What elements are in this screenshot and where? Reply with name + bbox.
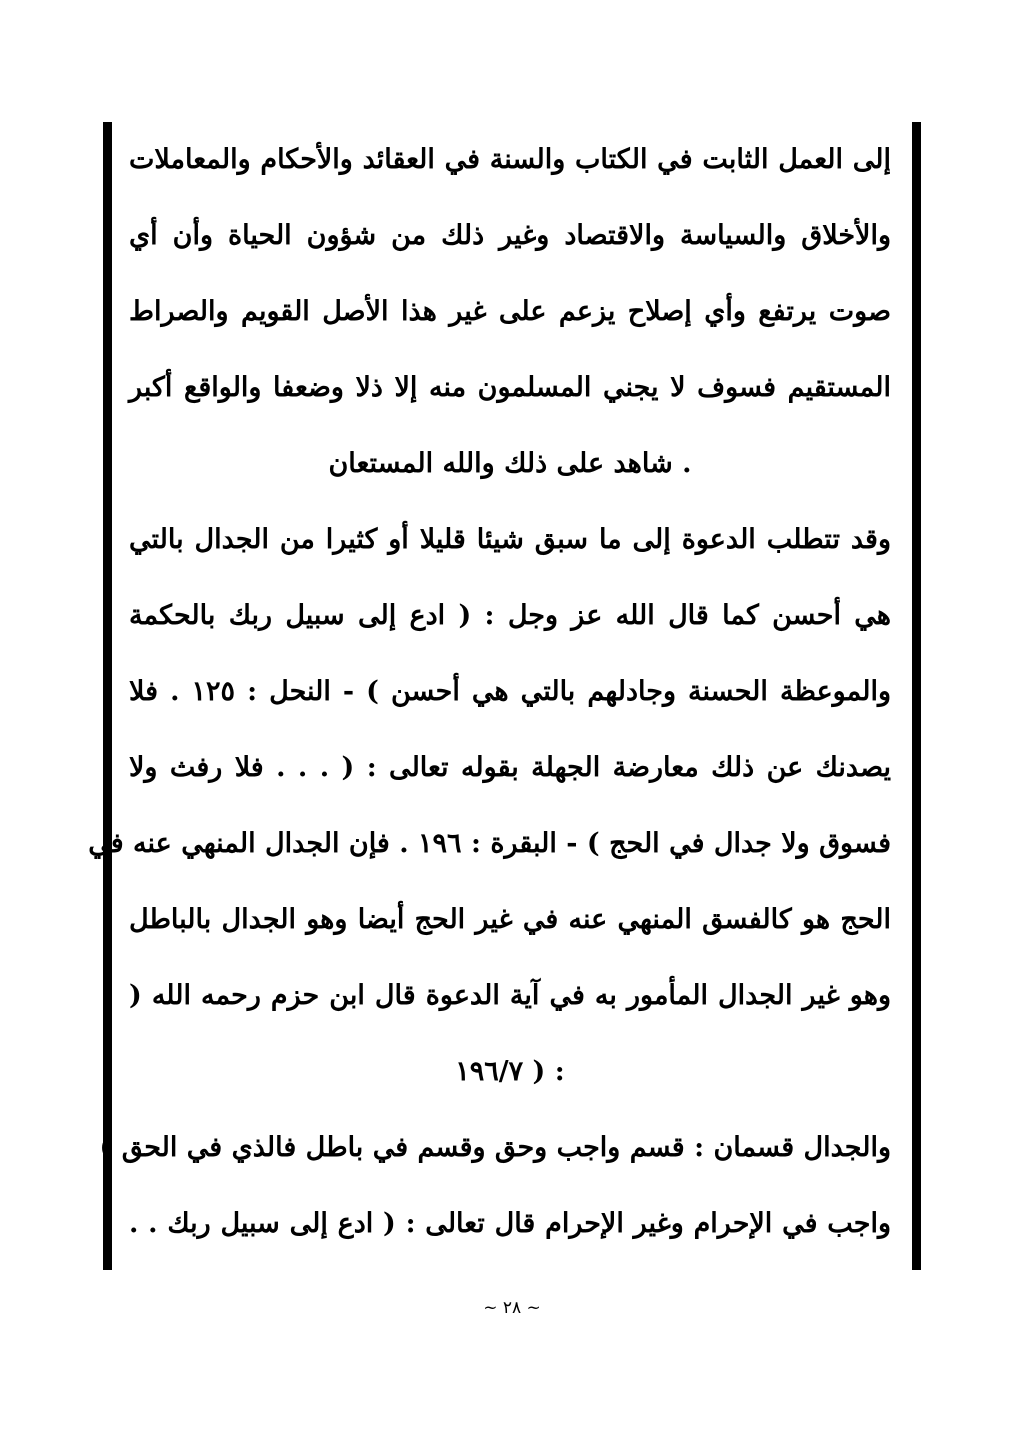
- text-line-2: والأخلاق والسياسة والاقتصاد وغير ذلك من شؤون الحياة وأن أي: [129, 220, 891, 251]
- text-line-7: هي أحسن كما قال الله عز وجل : ( ادع إلى سبيل ربك بالحكمة: [129, 600, 891, 631]
- left-vertical-rule: [103, 122, 112, 1270]
- page-number: ~ ٢٨ ~: [483, 1298, 541, 1318]
- right-vertical-rule: [912, 122, 921, 1270]
- text-line-5: . شاهد على ذلك والله المستعان: [328, 448, 692, 479]
- text-line-8: والموعظة الحسنة وجادلهم بالتي هي أحسن ) - النحل : ١٢٥ . فلا: [129, 676, 892, 707]
- text-line-4: المستقيم فسوف لا يجني المسلمون منه إلا ذلا وضعفا والواقع أكبر: [129, 372, 891, 403]
- text-line-15: واجب في الإحرام وغير الإحرام قال تعالى : ( ادع إلى سبيل ربك . .: [129, 1208, 891, 1239]
- text-line-13: : ( ١٩٦/٧: [455, 1056, 565, 1087]
- text-line-9: يصدنك عن ذلك معارضة الجهلة بقوله تعالى : ( . . . فلا رفث ولا: [129, 752, 891, 783]
- text-line-6: وقد تتطلب الدعوة إلى ما سبق شيئا قليلا أو كثيرا من الجدال بالتي: [129, 524, 891, 555]
- text-line-11: الحج هو كالفسق المنهي عنه في غير الحج أيضا وهو الجدال بالباطل: [129, 904, 891, 935]
- text-line-12: وهو غير الجدال المأمور به في آية الدعوة قال ابن حزم رحمه الله (: [129, 980, 891, 1011]
- text-line-3: صوت يرتفع وأي إصلاح يزعم على غير هذا الأصل القويم والصراط: [129, 296, 891, 327]
- text-line-14: والجدال قسمان : قسم واجب وحق وقسم في باطل فالذي في الحق ): [99, 1132, 891, 1163]
- text-frame: [88, 122, 921, 1270]
- text-line-10: فسوق ولا جدال في الحج ) - البقرة : ١٩٦ . فإن الجدال المنهي عنه في: [88, 828, 891, 859]
- text-line-1: إلى العمل الثابت في الكتاب والسنة في العقائد والأحكام والمعاملات: [129, 144, 891, 175]
- body-text: [88, 122, 892, 1262]
